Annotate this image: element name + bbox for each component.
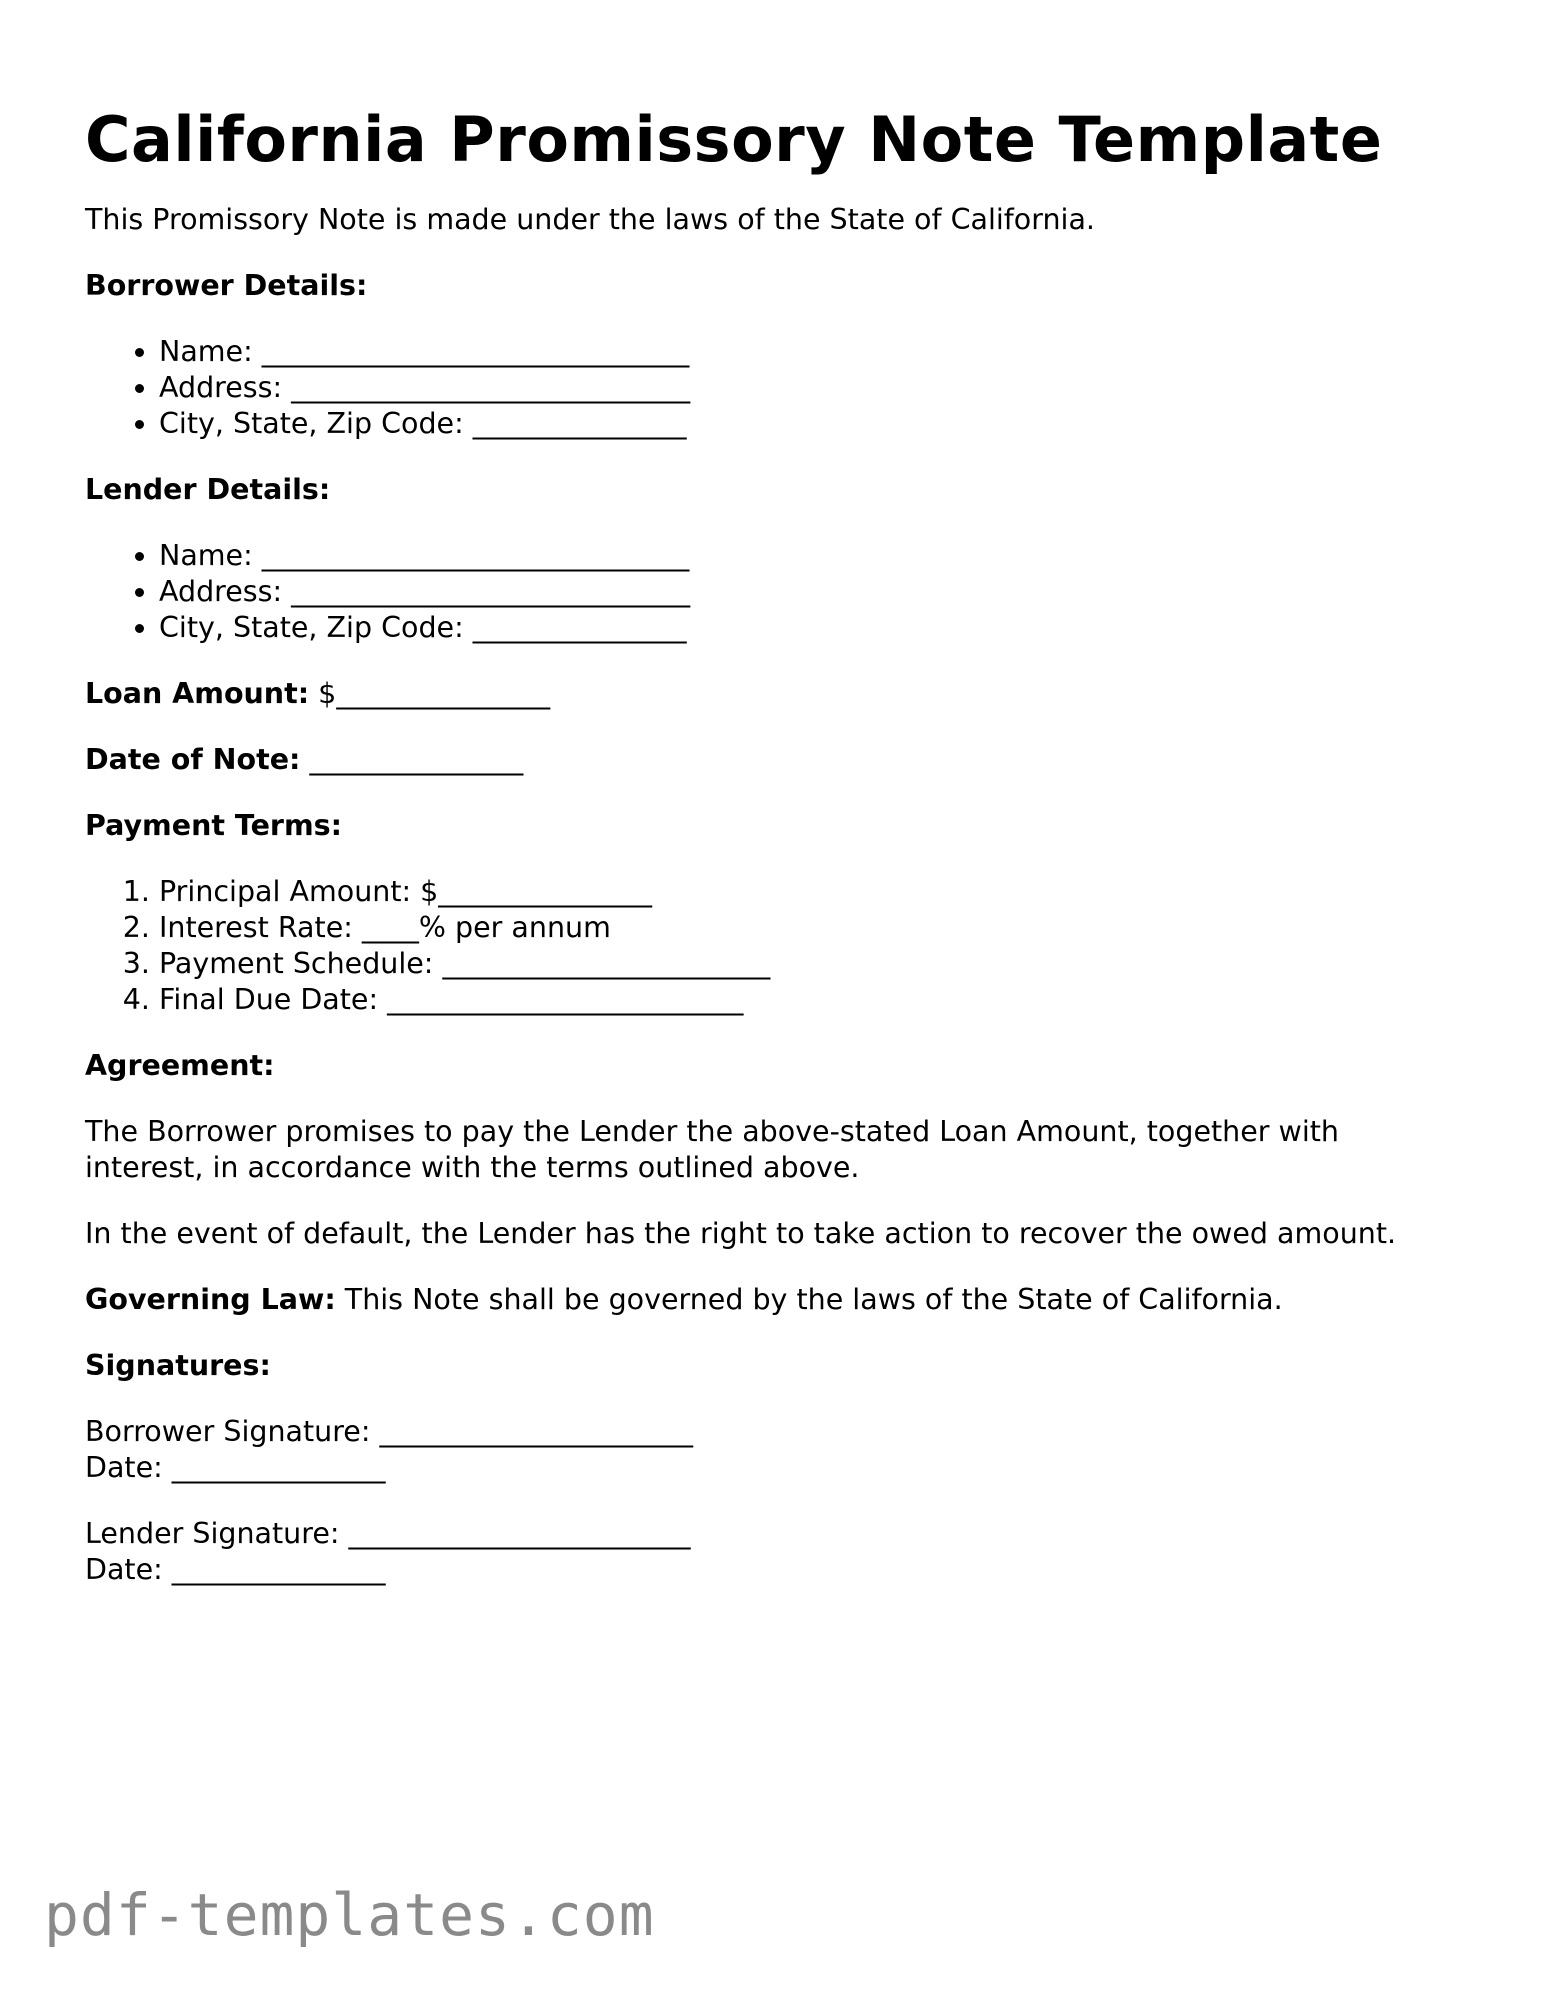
borrower-name-field: • Name: ______________________________ xyxy=(159,334,1465,370)
page-title: California Promissory Note Template xyxy=(85,103,1383,176)
borrower-details-list xyxy=(85,334,1465,442)
interest-rate-field: 2. Interest Rate: ____% per annum xyxy=(159,910,1465,946)
signatures-heading: Signatures: xyxy=(85,1349,271,1382)
loan-amount-label: Loan Amount: xyxy=(85,677,310,710)
lender-details-list xyxy=(85,538,1465,646)
lender-name-field: • Name: ______________________________ xyxy=(159,538,1465,574)
payment-terms-heading: Payment Terms: xyxy=(85,809,343,842)
governing-law-line xyxy=(85,1282,1465,1318)
agreement-heading: Agreement: xyxy=(85,1049,275,1082)
agreement-paragraph-2: In the event of default, the Lender has the right to take action to recover the owed amount. xyxy=(85,1217,1397,1250)
date-of-note-line xyxy=(85,742,1465,778)
lender-details-heading: Lender Details: xyxy=(85,473,331,506)
final-due-date-field: 4. Final Due Date: _________________________ xyxy=(159,982,1465,1018)
principal-amount-field: 1. Principal Amount: $_______________ xyxy=(159,874,1465,910)
borrower-signature-line: Borrower Signature: ______________________ xyxy=(85,1415,694,1448)
agreement-paragraph-1: The Borrower promises to pay the Lender the above-stated Loan Amount, together with interest, in accordance with the terms outlined above. xyxy=(85,1115,1339,1184)
borrower-date-line: Date: _______________ xyxy=(85,1451,386,1484)
payment-terms-list xyxy=(85,874,1465,1018)
lender-signature-block xyxy=(85,1516,1465,1588)
watermark: pdf-templates.com xyxy=(44,1881,655,1949)
lender-date-line: Date: _______________ xyxy=(85,1553,386,1586)
loan-amount-line xyxy=(85,676,1465,712)
borrower-signature-block xyxy=(85,1414,1465,1486)
document-page xyxy=(85,100,1465,1618)
payment-schedule-field: 3. Payment Schedule: _______________________ xyxy=(159,946,1465,982)
lender-address-field: • Address: ____________________________ xyxy=(159,574,1465,610)
borrower-city-state-zip-field: • City, State, Zip Code: _______________ xyxy=(159,406,1465,442)
date-of-note-label: Date of Note: xyxy=(85,743,301,776)
borrower-address-field: • Address: ____________________________ xyxy=(159,370,1465,406)
lender-signature-line: Lender Signature: ________________________ xyxy=(85,1517,691,1550)
borrower-details-heading: Borrower Details: xyxy=(85,269,368,302)
date-of-note-blank: _______________ xyxy=(300,743,524,776)
loan-amount-blank: $_______________ xyxy=(309,677,551,710)
lender-city-state-zip-field: • City, State, Zip Code: _______________ xyxy=(159,610,1465,646)
governing-law-text: This Note shall be governed by the laws of the State of California. xyxy=(335,1283,1283,1316)
governing-law-label: Governing Law: xyxy=(85,1283,336,1316)
intro-paragraph: This Promissory Note is made under the laws of the State of California. xyxy=(85,203,1095,236)
